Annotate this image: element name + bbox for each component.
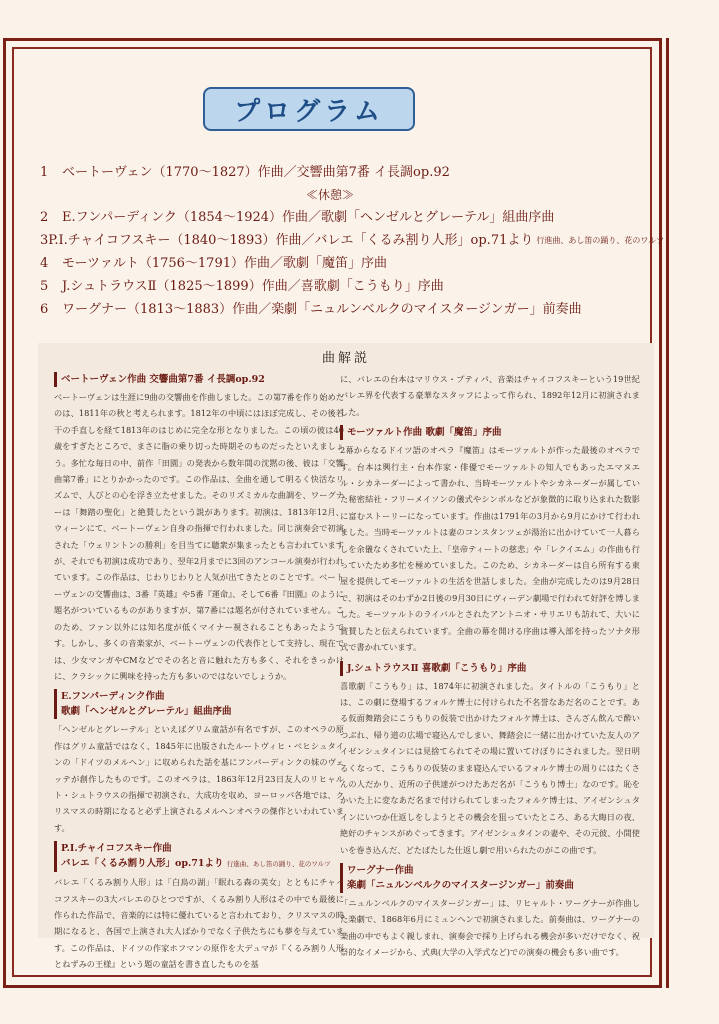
program-number: 1 [40, 165, 49, 180]
program-text: E.フンパーディンク（1854～1924）作曲／歌劇「ヘンゼルとグレーテル」組曲序曲 [62, 210, 555, 225]
section-heading-line: バレエ「くるみ割り人形」op.71より [61, 858, 224, 870]
section-heading-line: E.フンパーディンク作曲 [61, 691, 165, 703]
section-body-humperdinck: 「ヘンゼルとグレーテル」といえばグリム童話が有名ですが、このオペラの原作はグリム童話ではなく、1845年に出版されたルートヴィヒ・ベヒシュタインの「ドイツのメルヘン」に収められた話を基にフンパーディンクの妹のヴェッテが創作したものです。このオペラは、1863年12月23日友人のリヒャルト・シュトラウスの指揮で初演され、大成功を収め、ヨーロッパ各地では、クリスマスの時期になると必ず上演されるメルヘンオペラの傑作といわれています。 [54, 724, 344, 833]
notes-column-right [340, 371, 640, 961]
program-text: ベートーヴェン（1770～1827）作曲／交響曲第7番 イ長調op.92 [62, 165, 450, 180]
program-item [40, 229, 665, 252]
section-heading-humperdinck [54, 689, 344, 719]
program-number: 2 [40, 210, 49, 225]
notes-column-left [54, 369, 344, 973]
program-text: J.シュトラウスⅡ（1825～1899）作曲／喜歌劇「こうもり」序曲 [62, 279, 444, 294]
section-heading-beethoven: ベートーヴェン作曲 交響曲第7番 イ長調op.92 [54, 372, 344, 387]
section-body-tchaikovsky-continued: に、バレエの台本はマリウス・プティパ、音楽はチャイコフスキーという19世紀バレエ界を代表する豪華なスタッフによって作られ、1892年12月に初演されました。 [340, 374, 640, 417]
section-body-tchaikovsky: バレエ「くるみ割り人形」は「白鳥の湖」「眠れる森の美女」とともにチャイコフスキーの3大バレエのひとつですが、くるみ割り人形はその中でも最後に作られた作品で、音楽的には特に優れていると言われており、クリスマスの時期になると、各国で上演され大人ばかりでなく子供たちにも夢を与えています。この作品は、ドイツの作家ホフマンの原作を大デュマが『くるみ割り人形とねずみの王様』という題の童話を書き直したものを基 [54, 877, 344, 970]
section-heading-note: 行進曲、あし笛の踊り、花のワルツ [226, 860, 331, 869]
page-title: プログラム [234, 96, 384, 127]
program-text: モーツァルト（1756～1791）作曲／歌劇「魔笛」序曲 [62, 256, 387, 271]
section-heading-mozart: モーツァルト作曲 歌劇「魔笛」序曲 [340, 425, 640, 440]
section-heading-line: 歌劇「ヘンゼルとグレーテル」組曲序曲 [61, 706, 232, 718]
section-heading-line: 楽劇「ニュルンベルクのマイスタージンガー」前奏曲 [347, 879, 574, 891]
program-number: 4 [40, 256, 49, 271]
section-body-mozart: 2幕からなるドイツ語のオペラ『魔笛』はモーツァルトが作った最後のオペラです。台本は興行主・台本作家・俳優でモーツァルトの知人でもあったエマヌエル・シカネーダーによって書かれ、当時モーツァルトやシカネーダーが属していた秘密結社・フリーメイソンの儀式やシンボルなどが象徴的に取り込まれた数影に富むストーリーになっています。作曲は1791年の3月から9月にかけて行われました。当時モーツァルトは妻のコンスタンツェが湯治に出かけていて一人暮らしを余儀なくされていた上、「皇帝ティートの慈悲」や「レクイエム」の作曲も行っていたため多忙を極めていました。このため、シカネーダーは自ら所有する東屋を提供してモーツァルトの生活を世話しました。全曲が完成したのは9月28日で、初演はそのわずか2日後の9月30日にヴィーデン劇場で行われて好評を博しました。モーツァルトのライバルとされたアントニオ・サリエリも訪れて、大いに賞賛したと伝えられています。全曲の幕を開ける序曲は導入部を持ったソナタ形式で書かれています。 [340, 445, 640, 653]
section-heading-strauss: J.シュトラウスⅡ 喜歌劇「こうもり」序曲 [340, 661, 640, 676]
program-text: ワーグナー（1813～1883）作曲／楽劇「ニュルンベルクのマイスタージンガー」前奏曲 [62, 302, 582, 317]
program-item [40, 252, 660, 275]
section-body-strauss: 喜歌劇「こうもり」は、1874年に初演されました。タイトルの「こうもり」とは、この劇に登場するフォルケ博士に付けられた不名誉なあだ名のことです。ある仮面舞踏会にこうもりの仮装で出かけたフォルケ博士は、さんざん飲んで酔いつぶれ、帰り道の広場で寝込んでしまい、舞踏会に一緒に出かけていた友人のアイゼンシュタインには見捨てられてその場に置いてけぼりにされました。翌日明るくなって、こうもりの仮装のまま寝込んでいるフォルケ博士の周りにはたくさんの人だかり、近所の子供達がつけたあだ名が「こうもり博士」なのです。恥をかいた上に変なあだ名まで付けられてしまったフォルケ博士は、アイゼンシュタインにいつか仕返しをしようとその機会を狙っていたところ、ある大晦日の夜、絶好のチャンスがめぐってきます。アイゼンシュタインの妻や、その元彼、小間使いを巻き込んだ、どたばたした仕返し劇で用いられたのがこの曲です。 [340, 680, 640, 855]
section-body-beethoven: ベートーヴェンは生涯に9曲の交響曲を作曲しました。この第7番を作り始めたのは、1811年の秋と考えられます。1812年の中頃にはほぼ完成し、その後若干の手直しを経て1813年のはじめに完全な形となりました。この頃の彼は40歳をすぎたところで、まさに脂の乗り切った時期そのものだったといえましょう。多忙な毎日の中、前作「田園」の発表から数年間の沈黙の後、彼は「交響曲第7番」にとりかかったのです。この作品は、全曲を通して明るく快活なリズムで、人びとの心を浮き立たせました。そのリズミカルな曲調を、ワーグナーは「舞踏の聖化」と絶賛したという説があります。初演は、1813年12月、ウィーンにて、ベートーヴェン自身の指揮で行われました。同じ演奏会で初演された「ウェリントンの勝利」を目当てに聴衆が集まったとも言われていますが、それでも初演は成功であり、翌年2月までに3回のアンコール演奏が行われています。この作品は、じわりじわりと人気が出てきたとのことです。ベートーヴェンの交響曲は、3番『英雄』や5番『運命』、そして6番『田園』のように題名がついているものがありますが、第7番には題名が付されていません。このため、ファン以外には知名度が低くマイナー視されることもあったようです。しかし、多くの音楽家が、ベートーヴェンの代表作として支持し、現在では、少女マンガやCMなどでその名と音に触れた方も多く、それをきっかけに、クラシックに興味を持った方も多いのではないでしょうか。 [54, 392, 344, 681]
program-notes-panel [38, 343, 654, 970]
page-border-right-line [666, 38, 669, 988]
program-item [40, 161, 660, 184]
section-heading-line: ワーグナー作曲 [347, 864, 414, 876]
program-number: 6 [40, 302, 49, 317]
program-text: P.I.チャイコフスキー（1840～1893）作曲／バレエ「くるみ割り人形」op.71より [48, 233, 534, 248]
program-list [40, 161, 665, 321]
program-item [40, 206, 660, 229]
program-item [40, 298, 660, 321]
notes-heading: 曲解説 [321, 351, 370, 366]
program-number: 5 [40, 279, 49, 294]
section-heading-tchaikovsky [54, 841, 344, 872]
program-item [40, 275, 660, 298]
section-heading-line: P.I.チャイコフスキー作曲 [61, 843, 172, 855]
section-body-wagner: 「ニュルンベルクのマイスタージンガー」は、リヒャルト・ワーグナーが作曲した楽劇で、1868年6月にミュンヘンで初演されました。前奏曲は、ワーグナーの楽曲の中でもよく親しまれ、演奏会で採り上げられる機会が多いだけでなく、祝祭的なイメージから、式典(大学の入学式など)での演奏の機会も多い曲です。 [340, 897, 640, 958]
program-interval: ≪休憩≫ [305, 188, 354, 202]
section-heading-wagner [340, 863, 640, 893]
title-banner [203, 87, 415, 131]
program-note: 行進曲、あし笛の踊り、花のワルツ [536, 236, 665, 245]
program-number: 3 [40, 233, 49, 248]
